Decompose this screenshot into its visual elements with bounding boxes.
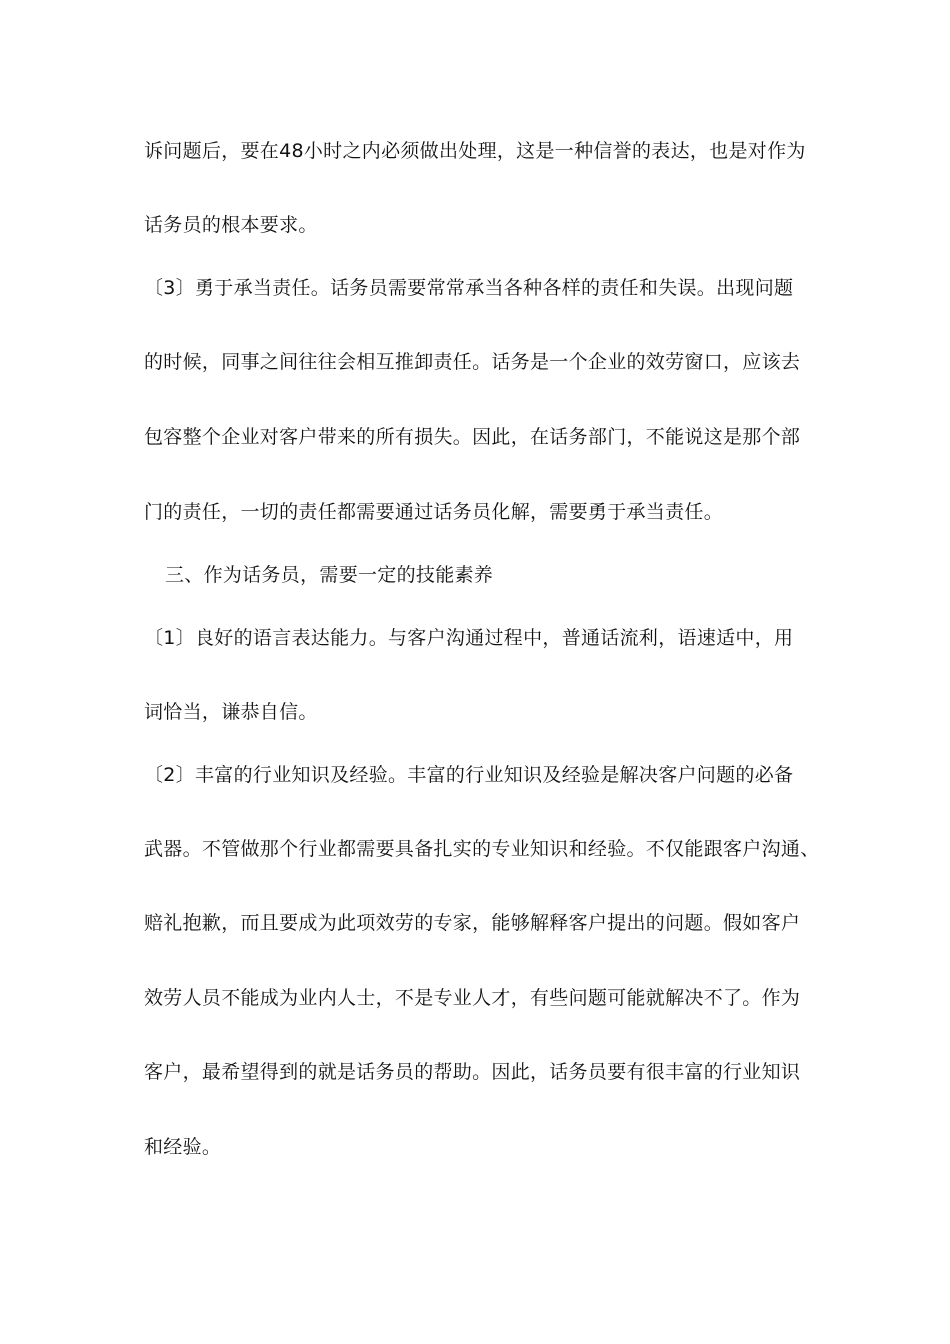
paragraph-line: 客户，最希望得到的就是话务员的帮助。因此，话务员要有很丰富的行业知识: [144, 1061, 801, 1083]
paragraph-line: 的时候，同事之间往往会相互推卸责任。话务是一个企业的效劳窗口，应该去: [144, 351, 801, 373]
paragraph-line: 赔礼抱歉，而且要成为此项效劳的专家，能够解释客户提出的问题。假如客户: [144, 912, 801, 934]
paragraph-line: 词恰当，谦恭自信。: [144, 701, 318, 723]
paragraph-line: 〔1〕良好的语言表达能力。与客户沟通过程中，普通话流利，语速适中，用: [144, 627, 794, 649]
paragraph-line: 包容整个企业对客户带来的所有损失。因此，在话务部门，不能说这是那个部: [144, 426, 801, 448]
paragraph-line: 〔3〕勇于承当责任。话务员需要常常承当各种各样的责任和失误。出现问题: [144, 277, 794, 299]
section-heading: 三、作为话务员，需要一定的技能素养: [165, 564, 494, 586]
paragraph-line: 〔2〕丰富的行业知识及经验。丰富的行业知识及经验是解决客户问题的必备: [144, 764, 794, 786]
paragraph-line: 诉问题后，要在48小时之内必须做出处理，这是一种信誉的表达，也是对作为: [144, 140, 806, 162]
paragraph-line: 和经验。: [144, 1136, 222, 1158]
paragraph-line: 效劳人员不能成为业内人士，不是专业人才，有些问题可能就解决不了。作为: [144, 987, 801, 1009]
paragraph-line: 话务员的根本要求。: [144, 214, 318, 236]
paragraph-line: 武器。不管做那个行业都需要具备扎实的专业知识和经验。不仅能跟客户沟通、: [144, 838, 820, 860]
paragraph-line: 门的责任，一切的责任都需要通过话务员化解，需要勇于承当责任。: [144, 501, 724, 523]
